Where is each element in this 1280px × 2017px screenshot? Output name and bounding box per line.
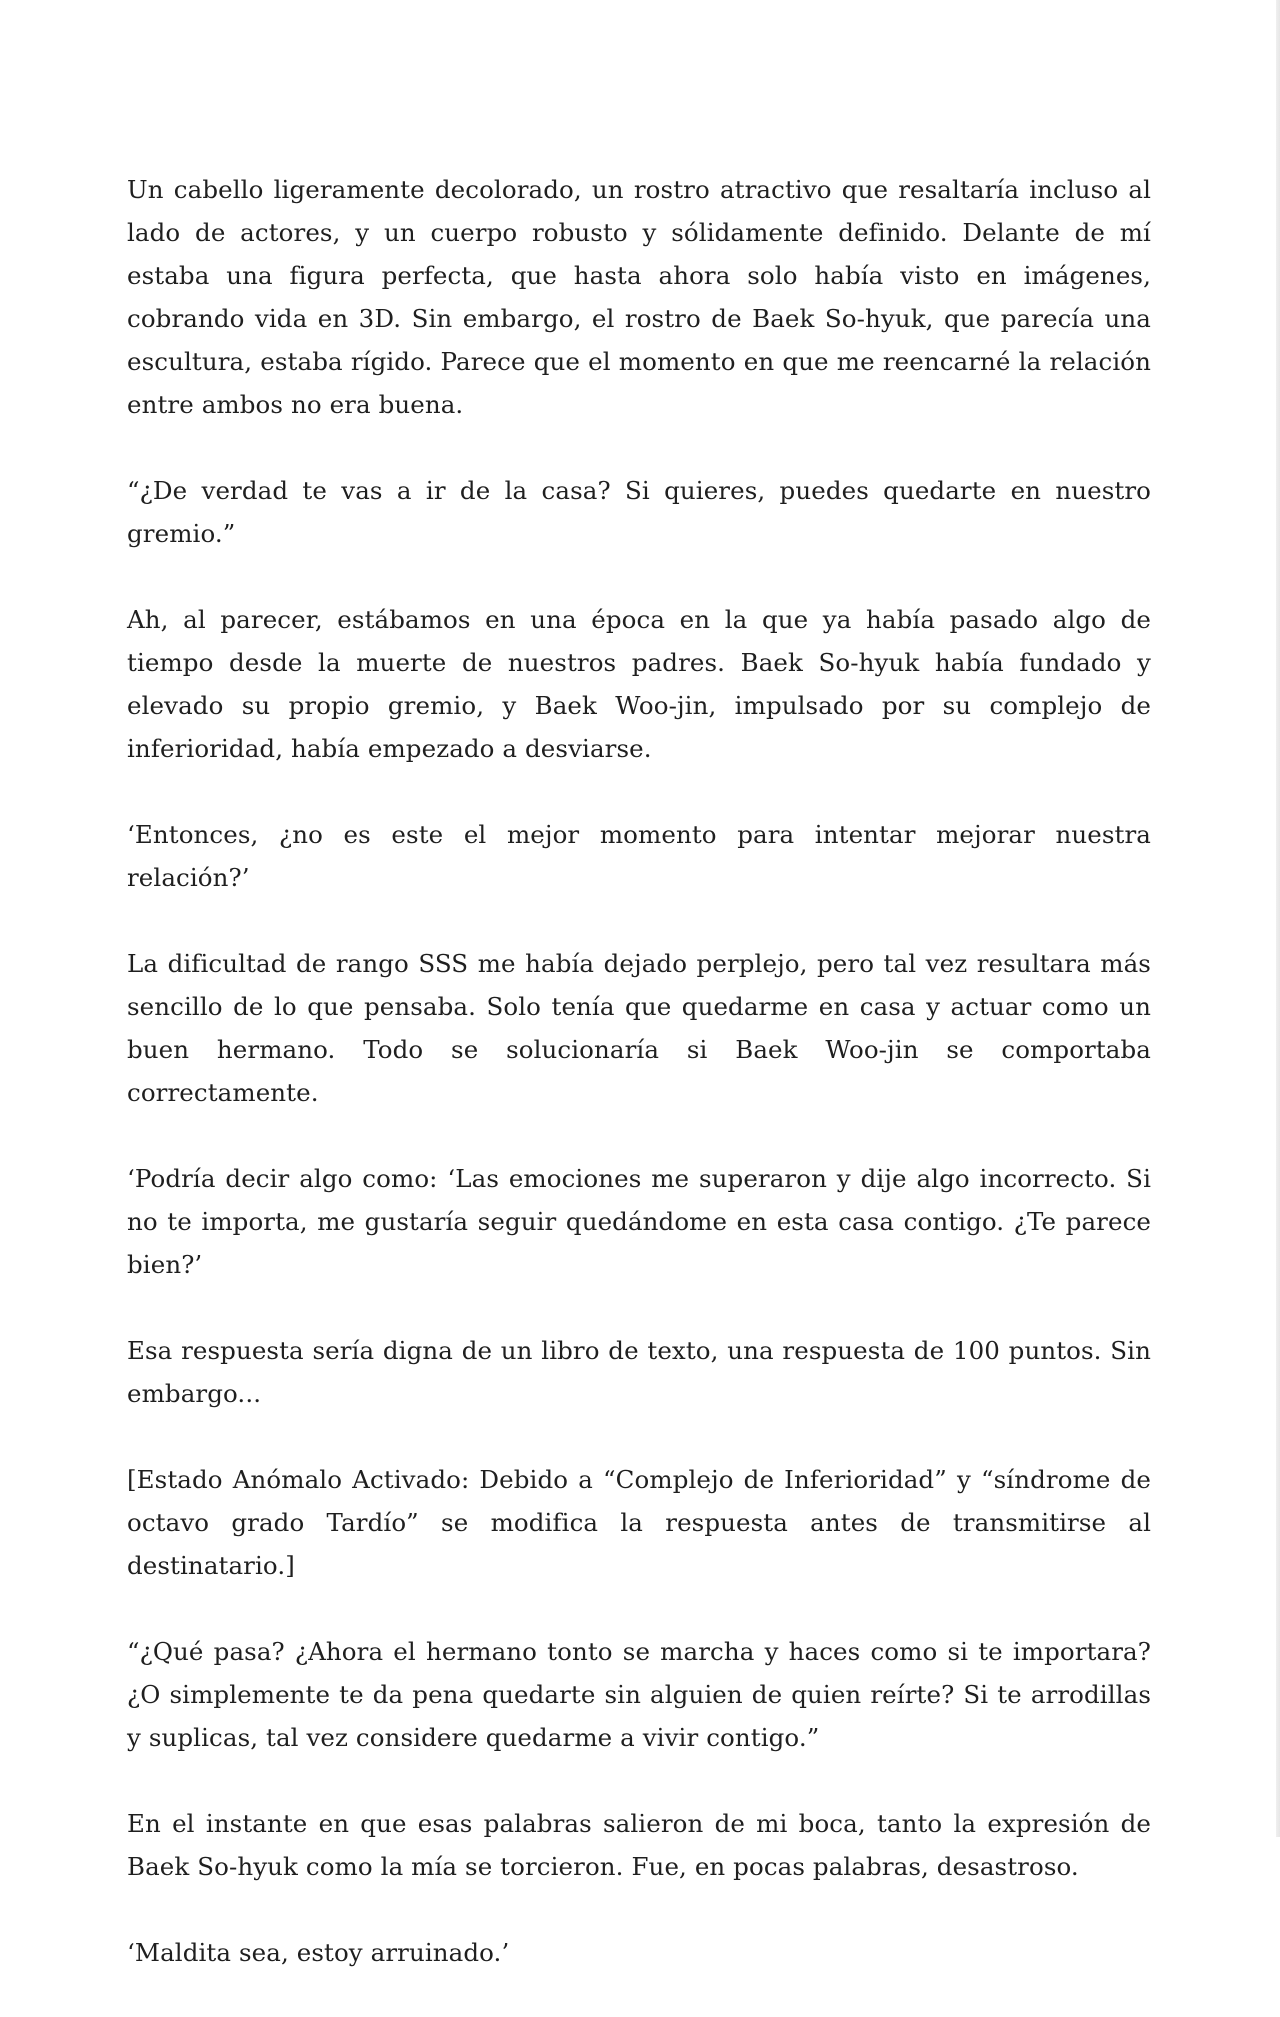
paragraph-3: Ah, al parecer, estábamos en una época en la que ya había pasado algo de tiempo desde la muerte de nuestros padres. Baek So-hyuk había fundado y elevado su propio gremio, y Baek Woo-jin, impulsado por su complejo de inferioridad, había empezado a desviarse. <box>127 605 1151 763</box>
paragraph-9: “¿Qué pasa? ¿Ahora el hermano tonto se marcha y haces como si te importara? ¿O simplemente te da pena quedarte sin alguien de quien reírte? Si te arrodillas y suplicas, tal vez considere quedarme a vivir contigo.” <box>127 1637 1151 1752</box>
paragraph-7: Esa respuesta sería digna de un libro de texto, una respuesta de 100 puntos. Sin embargo... <box>127 1336 1151 1408</box>
paragraph-2: “¿De verdad te vas a ir de la casa? Si quieres, puedes quedarte en nuestro gremio.” <box>127 476 1151 548</box>
document-body <box>127 168 1151 2017</box>
paragraph-4: ‘Entonces, ¿no es este el mejor momento para intentar mejorar nuestra relación?’ <box>127 820 1151 892</box>
paragraph-11: ‘Maldita sea, estoy arruinado.’ <box>127 1938 510 1967</box>
paragraph-6: ‘Podría decir algo como: ‘Las emociones me superaron y dije algo incorrecto. Si no te importa, me gustaría seguir quedándome en esta casa contigo. ¿Te parece bien?’ <box>127 1164 1151 1279</box>
page-edge-shadow <box>1276 0 1280 1837</box>
paragraph-10: En el instante en que esas palabras salieron de mi boca, tanto la expresión de Baek So-hyuk como la mía se torcieron. Fue, en pocas palabras, desastroso. <box>127 1809 1151 1881</box>
paragraph-8: [Estado Anómalo Activado: Debido a “Complejo de Inferioridad” y “síndrome de octavo grado Tardío” se modifica la respuesta antes de transmitirse al destinatario.] <box>127 1465 1151 1580</box>
paragraph-1: Un cabello ligeramente decolorado, un rostro atractivo que resaltaría incluso al lado de actores, y un cuerpo robusto y sólidamente definido. Delante de mí estaba una figura perfecta, que hasta ahora solo había visto en imágenes, cobrando vida en 3D. Sin embargo, el rostro de Baek So-hyuk, que parecía una escultura, estaba rígido. Parece que el momento en que me reencarné la relación entre ambos no era buena. <box>127 175 1151 419</box>
paragraph-5: La dificultad de rango SSS me había dejado perplejo, pero tal vez resultara más sencillo de lo que pensaba. Solo tenía que quedarme en casa y actuar como un buen hermano. Todo se solucionaría si Baek Woo-jin se comportaba correctamente. <box>127 949 1151 1107</box>
